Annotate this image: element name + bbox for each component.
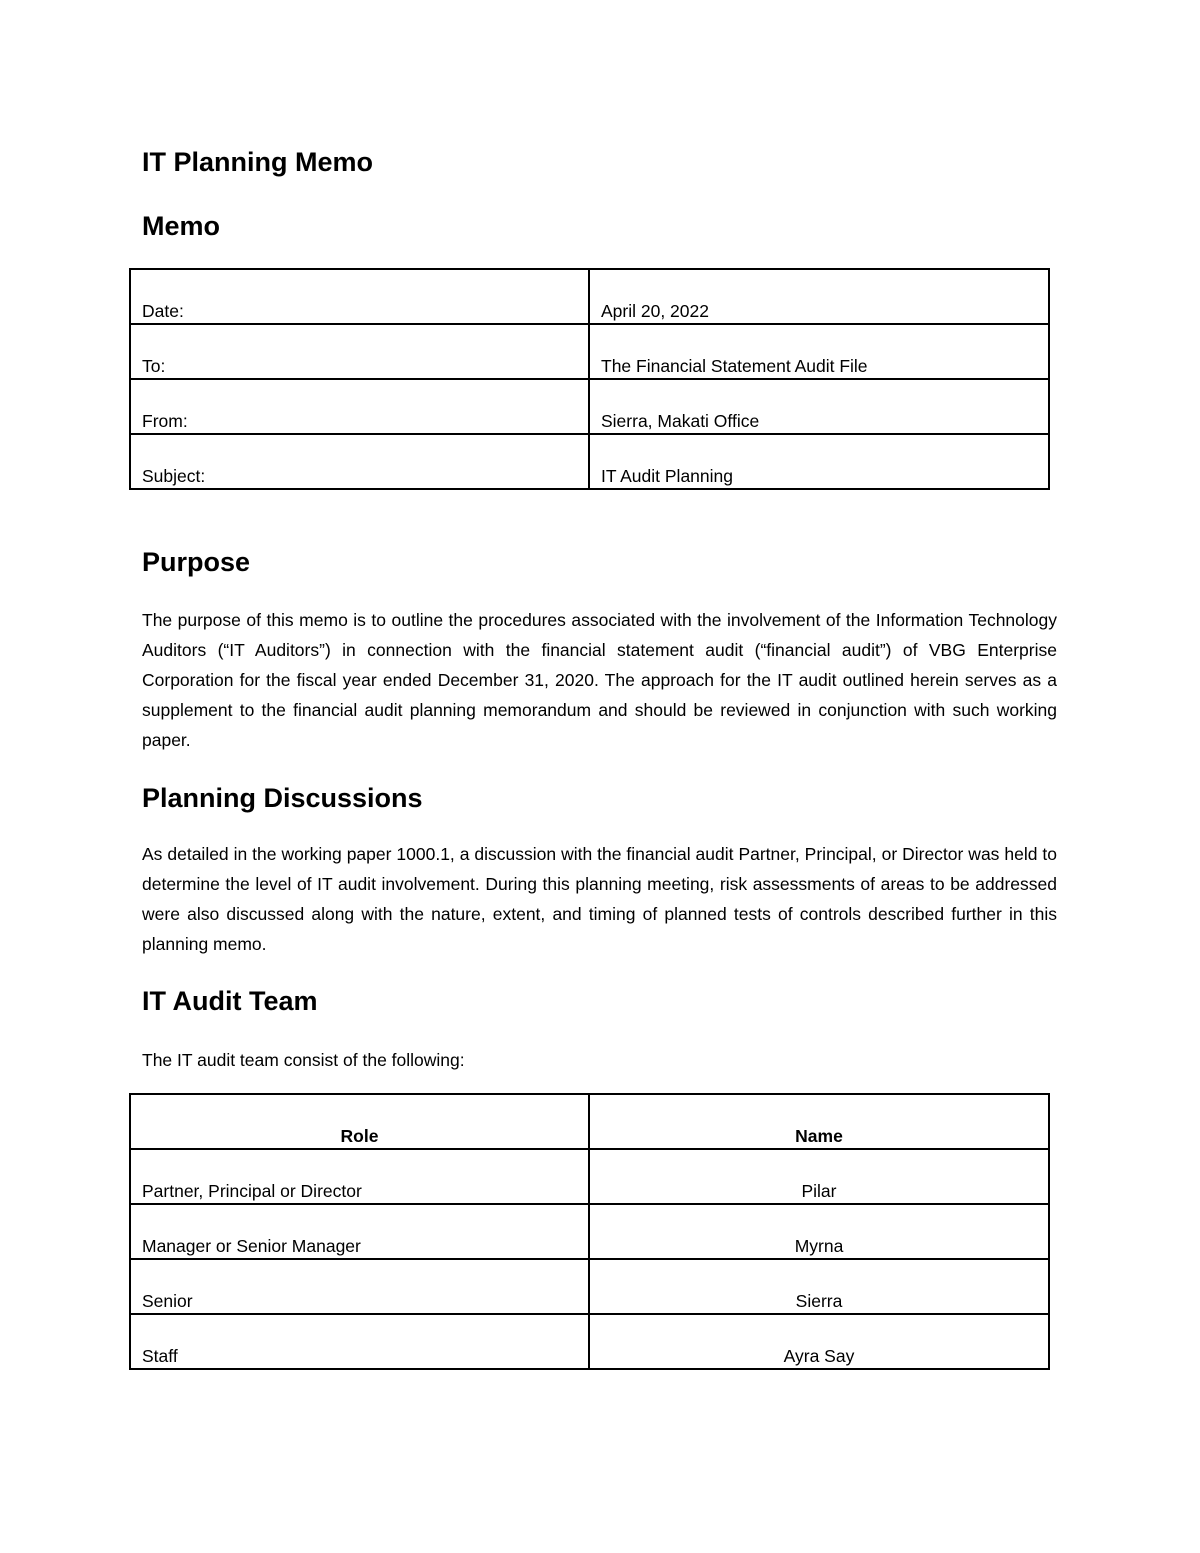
memo-heading: Memo [142, 211, 221, 241]
team-name-cell: Sierra [589, 1259, 1049, 1314]
memo-label-from: From: [130, 379, 589, 434]
team-role-cell: Senior [130, 1259, 589, 1314]
memo-value-to: The Financial Statement Audit File [589, 324, 1049, 379]
purpose-heading: Purpose [142, 547, 251, 577]
memo-value-from: Sierra, Makati Office [589, 379, 1049, 434]
memo-label-date: Date: [130, 269, 589, 324]
team-role-cell: Partner, Principal or Director [130, 1149, 589, 1204]
memo-value-date: April 20, 2022 [589, 269, 1049, 324]
planning-discussions-heading: Planning Discussions [142, 783, 423, 813]
team-role-cell: Staff [130, 1314, 589, 1369]
it-audit-team-heading: IT Audit Team [142, 986, 318, 1016]
memo-value-subject: IT Audit Planning [589, 434, 1049, 489]
table-row [130, 434, 1049, 489]
table-row [130, 1259, 1049, 1314]
table-row [130, 1314, 1049, 1369]
it-audit-team-table [129, 1093, 1050, 1370]
planning-discussions-paragraph: As detailed in the working paper 1000.1, a discussion with the financial audit Partner, Principal, or Director was held to determine the level of IT audit involvement. During this planning meeting, risk assessments of areas to be addressed were also discussed along with the nature, extent, and timing of planned tests of controls described further in this planning memo. [142, 844, 1057, 954]
team-role-cell: Manager or Senior Manager [130, 1204, 589, 1259]
document-title: IT Planning Memo [142, 147, 374, 177]
table-row [130, 1204, 1049, 1259]
table-row [130, 379, 1049, 434]
team-name-cell: Myrna [589, 1204, 1049, 1259]
it-audit-team-intro: The IT audit team consist of the following: [142, 1050, 465, 1070]
table-row [130, 1149, 1049, 1204]
table-row [130, 324, 1049, 379]
column-header-name: Name [589, 1094, 1049, 1149]
column-header-role: Role [130, 1094, 589, 1149]
memo-label-subject: Subject: [130, 434, 589, 489]
team-name-cell: Ayra Say [589, 1314, 1049, 1369]
purpose-paragraph: The purpose of this memo is to outline the procedures associated with the involvement of the Information Technology Auditors (“IT Auditors”) in connection with the financial statement audit (“financial audit”) of VBG Enterprise Corporation for the fiscal year ended December 31, 2020. The approach for the IT audit outlined herein serves as a supplement to the financial audit planning memorandum and should be reviewed in conjunction with such working paper. [142, 610, 1057, 750]
table-header-row [130, 1094, 1049, 1149]
memo-header-table [129, 268, 1050, 490]
team-name-cell: Pilar [589, 1149, 1049, 1204]
memo-label-to: To: [130, 324, 589, 379]
table-row [130, 269, 1049, 324]
